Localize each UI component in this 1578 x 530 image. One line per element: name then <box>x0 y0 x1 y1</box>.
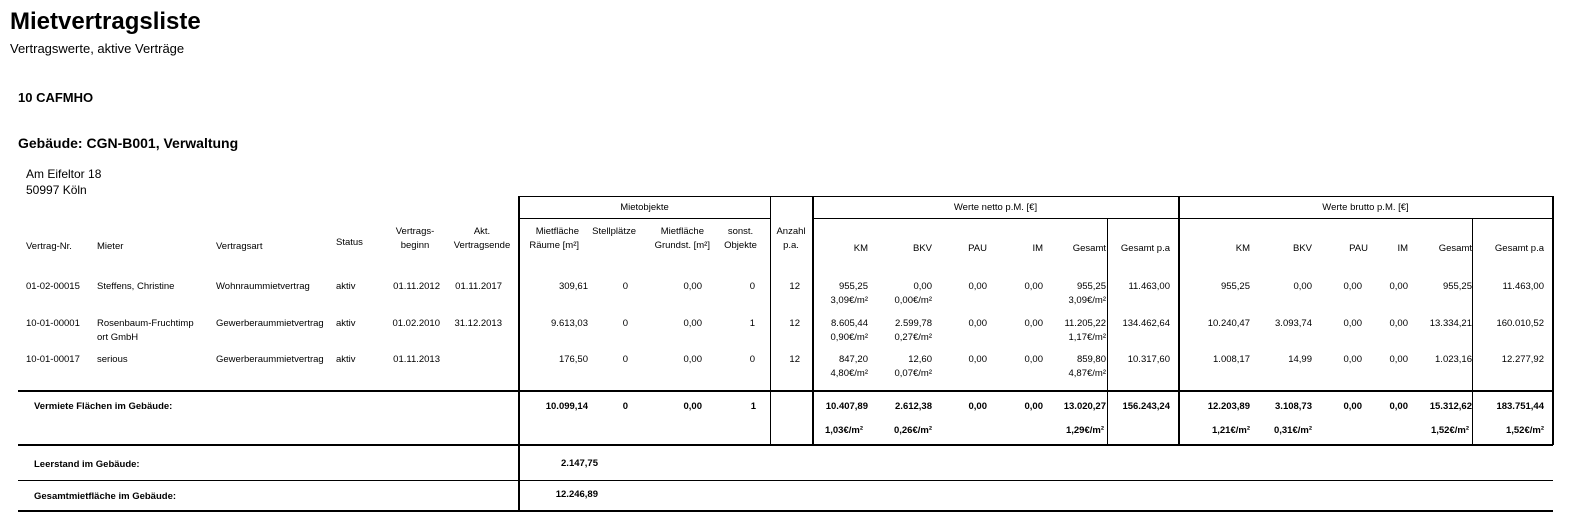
cell-b-gesamt-pa: 160.010,52 <box>1496 318 1544 329</box>
cell-b-gesamt: 13.334,21 <box>1429 318 1472 329</box>
col-header-brutto-pau: PAU <box>1349 243 1368 254</box>
totals-stellplaetze: 0 <box>622 401 628 412</box>
org-heading: 10 CAFMHO <box>18 90 94 105</box>
totals-netto-bkv-m2: 0,26€/m² <box>893 425 932 436</box>
cell-vertrag-nr: 01-02-00015 <box>26 281 80 292</box>
cell-n-bkv: 0,00 <box>913 281 932 292</box>
cell-b-km: 955,25 <box>1220 281 1250 292</box>
col-header-status: Status <box>336 237 363 248</box>
col-header-netto-pau: PAU <box>968 243 987 254</box>
cell-sonst: 1 <box>749 318 755 329</box>
cell-b-km: 1.008,17 <box>1213 354 1250 365</box>
col-header-netto-km: KM <box>853 243 868 254</box>
totals-netto-gesamt-pa: 156.243,24 <box>1122 401 1170 412</box>
group-header-brutto: Werte brutto p.M. [€] <box>1322 202 1409 213</box>
cell-n-km-m2: 3,09€/m² <box>830 295 868 306</box>
cell-beginn: 01.11.2012 <box>393 281 440 292</box>
table-divider <box>1107 218 1108 445</box>
leerstand-label: Leerstand im Gebäude: <box>34 459 140 470</box>
cell-n-km: 847,20 <box>838 354 868 365</box>
col-header-ende-1: Akt. <box>473 226 491 237</box>
totals-brutto-bkv: 3.108,73 <box>1275 401 1312 412</box>
cell-mieter-1: Rosenbaum-Fruchtimp <box>97 318 194 329</box>
cell-n-pau: 0,00 <box>968 318 987 329</box>
gesamtflaeche-value: 12.246,89 <box>555 489 598 500</box>
cell-vertrag-nr: 10-01-00001 <box>26 318 80 329</box>
totals-netto-km-m2: 1,03€/m² <box>824 425 863 436</box>
totals-brutto-pau: 0,00 <box>1343 401 1362 412</box>
cell-stellplaetze: 0 <box>622 354 628 365</box>
table-divider <box>1178 196 1180 445</box>
cell-b-pau: 0,00 <box>1343 354 1362 365</box>
group-header-netto: Werte netto p.M. [€] <box>953 202 1038 213</box>
cell-mf-grund: 0,00 <box>683 281 702 292</box>
cell-sonst: 0 <box>749 281 755 292</box>
col-header-anzahl-1: Anzahl <box>776 226 806 237</box>
cell-mf-raeume: 176,50 <box>558 354 588 365</box>
cell-anzahl: 12 <box>789 318 800 329</box>
cell-mieter-1: Steffens, Christine <box>97 281 175 292</box>
cell-mf-grund: 0,00 <box>683 354 702 365</box>
totals-label: Vermiete Flächen im Gebäude: <box>34 401 173 412</box>
col-header-netto-gesamt-pa: Gesamt p.a <box>1120 243 1170 254</box>
building-heading: Gebäude: CGN-B001, Verwaltung <box>18 135 239 151</box>
cell-n-im: 0,00 <box>1024 318 1043 329</box>
group-header-mietobjekte: Mietobjekte <box>620 202 669 213</box>
cell-mieter-1: serious <box>97 354 128 365</box>
leerstand-value: 2.147,75 <box>561 458 598 469</box>
col-header-brutto-km: KM <box>1235 243 1250 254</box>
totals-mf-raeume: 10.099,14 <box>545 401 588 412</box>
totals-mf-grund: 0,00 <box>683 401 702 412</box>
totals-brutto-im: 0,00 <box>1389 401 1408 412</box>
totals-netto-gesamt: 13.020,27 <box>1063 401 1106 412</box>
table-rule <box>18 480 1553 481</box>
cell-ende: 01.11.2017 <box>455 281 502 292</box>
col-header-netto-bkv: BKV <box>912 243 932 254</box>
table-divider <box>1552 196 1554 445</box>
table-rule <box>18 510 1553 512</box>
cell-status: aktiv <box>336 318 356 329</box>
col-header-vertragsart: Vertragsart <box>216 241 263 252</box>
cell-ende: 31.12.2013 <box>454 318 502 329</box>
cell-b-bkv: 14,99 <box>1288 354 1312 365</box>
cell-sonst: 0 <box>749 354 755 365</box>
col-header-beginn-2: beginn <box>400 240 430 251</box>
col-header-anzahl-2: p.a. <box>783 240 799 251</box>
table-rule <box>18 390 1553 392</box>
cell-n-km-m2: 0,90€/m² <box>830 332 868 343</box>
cell-n-km-m2: 4,80€/m² <box>830 368 868 379</box>
cell-b-gesamt-pa: 11.463,00 <box>1502 281 1544 292</box>
cell-n-gesamt: 11.205,22 <box>1064 318 1106 329</box>
col-header-stellplaetze: Stellplätze <box>592 226 636 237</box>
cell-mf-raeume: 309,61 <box>558 281 588 292</box>
col-header-mieter: Mieter <box>97 241 124 252</box>
cell-n-pau: 0,00 <box>968 354 987 365</box>
gesamtflaeche-label: Gesamtmietfläche im Gebäude: <box>34 491 177 502</box>
cell-beginn: 01.11.2013 <box>393 354 440 365</box>
cell-vertragsart: Wohnraummietvertrag <box>216 281 310 292</box>
cell-anzahl: 12 <box>789 354 800 365</box>
cell-b-im: 0,00 <box>1389 318 1408 329</box>
cell-b-im: 0,00 <box>1389 281 1408 292</box>
totals-netto-gesamt-m2: 1,29€/m² <box>1065 425 1104 436</box>
cell-b-pau: 0,00 <box>1343 281 1362 292</box>
cell-anzahl: 12 <box>789 281 800 292</box>
cell-beginn: 01.02.2010 <box>392 318 440 329</box>
cell-status: aktiv <box>336 281 356 292</box>
cell-n-gesamt-pa: 11.463,00 <box>1128 281 1170 292</box>
cell-n-pau: 0,00 <box>968 281 987 292</box>
totals-brutto-km-m2: 1,21€/m² <box>1211 425 1250 436</box>
cell-b-km: 10.240,47 <box>1207 318 1250 329</box>
col-header-mf-raeume-2: Räume [m²] <box>529 240 579 251</box>
totals-brutto-gesamt: 15.312,62 <box>1429 401 1472 412</box>
col-header-mf-grund-1: Mietfläche <box>660 226 704 237</box>
cell-n-gesamt-pa: 134.462,64 <box>1122 318 1170 329</box>
col-header-netto-im: IM <box>1032 243 1043 254</box>
cell-stellplaetze: 0 <box>622 281 628 292</box>
cell-mf-raeume: 9.613,03 <box>551 318 588 329</box>
table-rule <box>519 218 770 219</box>
totals-netto-bkv: 2.612,38 <box>895 401 932 412</box>
cell-n-bkv-m2: 0,07€/m² <box>894 368 932 379</box>
cell-n-gesamt-m2: 1,17€/m² <box>1068 332 1106 343</box>
col-header-sonst-2: Objekte <box>724 240 757 251</box>
cell-n-bkv-m2: 0,27€/m² <box>894 332 932 343</box>
cell-n-bkv: 2.599,78 <box>895 318 932 329</box>
totals-sonst: 1 <box>750 401 756 412</box>
table-rule <box>519 196 1553 197</box>
col-header-brutto-im: IM <box>1397 243 1408 254</box>
cell-n-km: 955,25 <box>838 281 868 292</box>
cell-b-bkv: 3.093,74 <box>1275 318 1312 329</box>
cell-n-gesamt-m2: 3,09€/m² <box>1068 295 1106 306</box>
cell-n-bkv: 12,60 <box>908 354 932 365</box>
col-header-brutto-gesamt: Gesamt <box>1438 243 1472 254</box>
page-title: Mietvertragsliste <box>10 8 201 35</box>
cell-vertragsart: Gewerberaummietvertrag <box>216 354 324 365</box>
table-rule <box>18 444 1553 446</box>
col-header-ende-2: Vertragsende <box>453 240 511 251</box>
col-header-netto-gesamt: Gesamt <box>1072 243 1106 254</box>
cell-vertrag-nr: 10-01-00017 <box>26 354 80 365</box>
totals-brutto-bkv-m2: 0,31€/m² <box>1273 425 1312 436</box>
cell-b-gesamt: 955,25 <box>1442 281 1472 292</box>
cell-b-gesamt: 1.023,16 <box>1435 354 1472 365</box>
address-street: Am Eifeltor 18 <box>26 167 102 181</box>
col-header-brutto-gesamt-pa: Gesamt p.a <box>1494 243 1544 254</box>
totals-brutto-gesamt-pa-m2: 1,52€/m² <box>1505 425 1544 436</box>
table-divider <box>1472 218 1473 445</box>
col-header-mf-grund-2: Grundst. [m²] <box>654 240 710 251</box>
totals-brutto-km: 12.203,89 <box>1207 401 1250 412</box>
cell-b-im: 0,00 <box>1389 354 1408 365</box>
cell-b-gesamt-pa: 12.277,92 <box>1501 354 1544 365</box>
cell-mf-grund: 0,00 <box>683 318 702 329</box>
col-header-beginn-1: Vertrags- <box>395 226 435 237</box>
cell-n-gesamt: 859,80 <box>1076 354 1106 365</box>
cell-n-im: 0,00 <box>1024 281 1043 292</box>
totals-netto-pau: 0,00 <box>968 401 987 412</box>
cell-n-gesamt-pa: 10.317,60 <box>1127 354 1170 365</box>
cell-n-gesamt: 955,25 <box>1076 281 1106 292</box>
cell-n-km: 8.605,44 <box>831 318 868 329</box>
cell-n-gesamt-m2: 4,87€/m² <box>1068 368 1106 379</box>
cell-status: aktiv <box>336 354 356 365</box>
cell-vertragsart: Gewerberaummietvertrag <box>216 318 324 329</box>
totals-brutto-gesamt-pa: 183.751,44 <box>1496 401 1544 412</box>
cell-b-pau: 0,00 <box>1343 318 1362 329</box>
cell-b-bkv: 0,00 <box>1293 281 1312 292</box>
totals-netto-km: 10.407,89 <box>825 401 868 412</box>
col-header-vertrag-nr: Vertrag-Nr. <box>26 241 72 252</box>
col-header-sonst-1: sonst. <box>727 226 754 237</box>
cell-stellplaetze: 0 <box>622 318 628 329</box>
col-header-mf-raeume-1: Mietfläche <box>535 226 579 237</box>
col-header-brutto-bkv: BKV <box>1292 243 1312 254</box>
cell-mieter-2: ort GmbH <box>97 332 139 343</box>
cell-n-im: 0,00 <box>1024 354 1043 365</box>
cell-n-bkv-m2: 0,00€/m² <box>894 295 932 306</box>
totals-netto-im: 0,00 <box>1024 401 1043 412</box>
page-subtitle: Vertragswerte, aktive Verträge <box>10 41 185 56</box>
table-rule <box>813 218 1553 219</box>
address-city: 50997 Köln <box>26 183 87 197</box>
totals-brutto-gesamt-m2: 1,52€/m² <box>1430 425 1469 436</box>
